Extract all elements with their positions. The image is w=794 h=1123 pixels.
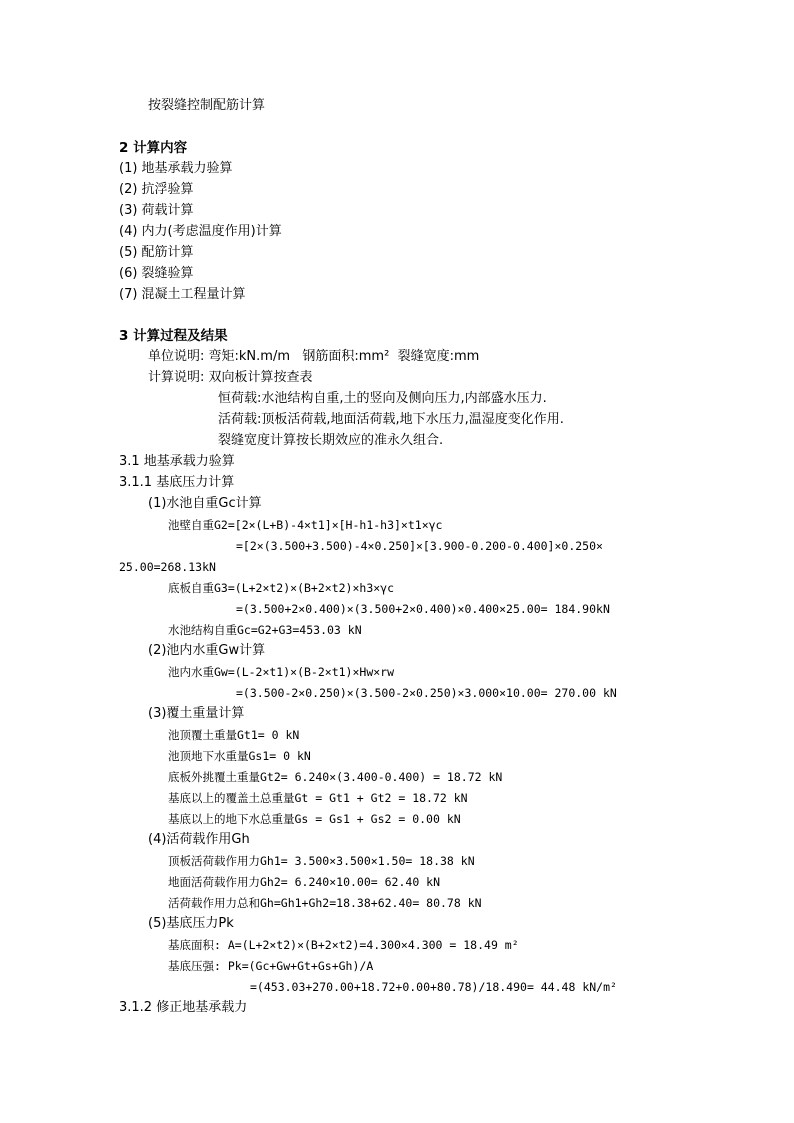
subsection-3-1-1: 3.1.1 基底压力计算 (119, 475, 235, 490)
g2-formula: 池壁自重G2=[2×(L+B)-4×t1]×[H-h1-h3]×t1×γc (168, 518, 443, 532)
area-line: 基底面积: A=(L+2×t2)×(B+2×t2)=4.300×4.300 = 18.49 m² (168, 938, 519, 952)
note-live-load: 活荷载:顶板活荷载,地面活荷载,地下水压力,温湿度变化作用. (218, 412, 564, 427)
g3-calc: =(3.500+2×0.400)×(3.500+2×0.400)×0.400×25.00= 184.90kN (236, 602, 610, 616)
intro-line: 按裂缝控制配筋计算 (148, 98, 266, 113)
gw-calc: =(3.500-2×0.250)×(3.500-2×0.250)×3.000×10.00= 270.00 kN (236, 686, 617, 700)
pk-title: (5)基底压力Pk (148, 916, 234, 931)
section-3-heading: 3 计算过程及结果 (119, 328, 228, 344)
list-item: (3) 荷载计算 (119, 203, 194, 218)
list-item: (1) 地基承载力验算 (119, 161, 233, 176)
gc-title: (1)水池自重Gc计算 (148, 496, 262, 511)
gs1-line: 池顶地下水重量Gs1= 0 kN (168, 749, 311, 763)
pk-formula: 基底压强: Pk=(Gc+Gw+Gt+Gs+Gh)/A (168, 959, 374, 973)
g2-calc: =[2×(3.500+3.500)-4×0.250]×[3.900-0.200-0.400]×0.250× (236, 539, 603, 553)
gw-title: (2)池内水重Gw计算 (148, 643, 266, 658)
soil-title: (3)覆土重量计算 (148, 706, 245, 721)
gt1-line: 池顶覆土重量Gt1= 0 kN (168, 728, 300, 742)
gt2-line: 底板外挑覆土重量Gt2= 6.240×(3.400-0.400) = 18.72 kN (168, 770, 503, 784)
g2-result: 25.00=268.13kN (119, 560, 216, 574)
units-line: 单位说明: 弯矩:kN.m/m 钢筋面积:mm² 裂缝宽度:mm (148, 349, 480, 364)
gc-total: 水池结构自重Gc=G2+G3=453.03 kN (168, 623, 362, 637)
list-item: (4) 内力(考虑温度作用)计算 (119, 224, 282, 239)
note-crack: 裂缝宽度计算按长期效应的准永久组合. (218, 433, 444, 448)
gh-total: 活荷载作用力总和Gh=Gh1+Gh2=18.38+62.40= 80.78 kN (168, 896, 482, 910)
gh1-line: 顶板活荷载作用力Gh1= 3.500×3.500×1.50= 18.38 kN (168, 854, 475, 868)
g3-formula: 底板自重G3=(L+2×t2)×(B+2×t2)×h3×γc (168, 581, 395, 595)
subsection-3-1: 3.1 地基承载力验算 (119, 454, 235, 469)
gs-line: 基底以上的地下水总重量Gs = Gs1 + Gs2 = 0.00 kN (168, 812, 461, 826)
subsection-3-1-2: 3.1.2 修正地基承载力 (119, 1000, 248, 1015)
note-dead-load: 恒荷载:水池结构自重,土的竖向及侧向压力,内部盛水压力. (218, 391, 547, 406)
gw-formula: 池内水重Gw=(L-2×t1)×(B-2×t1)×Hw×rw (168, 665, 395, 679)
list-item: (7) 混凝土工程量计算 (119, 287, 246, 302)
calc-note: 计算说明: 双向板计算按查表 (148, 370, 313, 385)
gt-line: 基底以上的覆盖土总重量Gt = Gt1 + Gt2 = 18.72 kN (168, 791, 468, 805)
pk-calc: =(453.03+270.00+18.72+0.00+80.78)/18.490= 44.48 kN/m² (250, 980, 617, 994)
section-2-heading: 2 计算内容 (119, 140, 188, 156)
gh2-line: 地面活荷载作用力Gh2= 6.240×10.00= 62.40 kN (168, 875, 441, 889)
gh-title: (4)活荷载作用Gh (148, 832, 250, 847)
list-item: (2) 抗浮验算 (119, 182, 194, 197)
list-item: (6) 裂缝验算 (119, 266, 194, 281)
list-item: (5) 配筋计算 (119, 245, 194, 260)
